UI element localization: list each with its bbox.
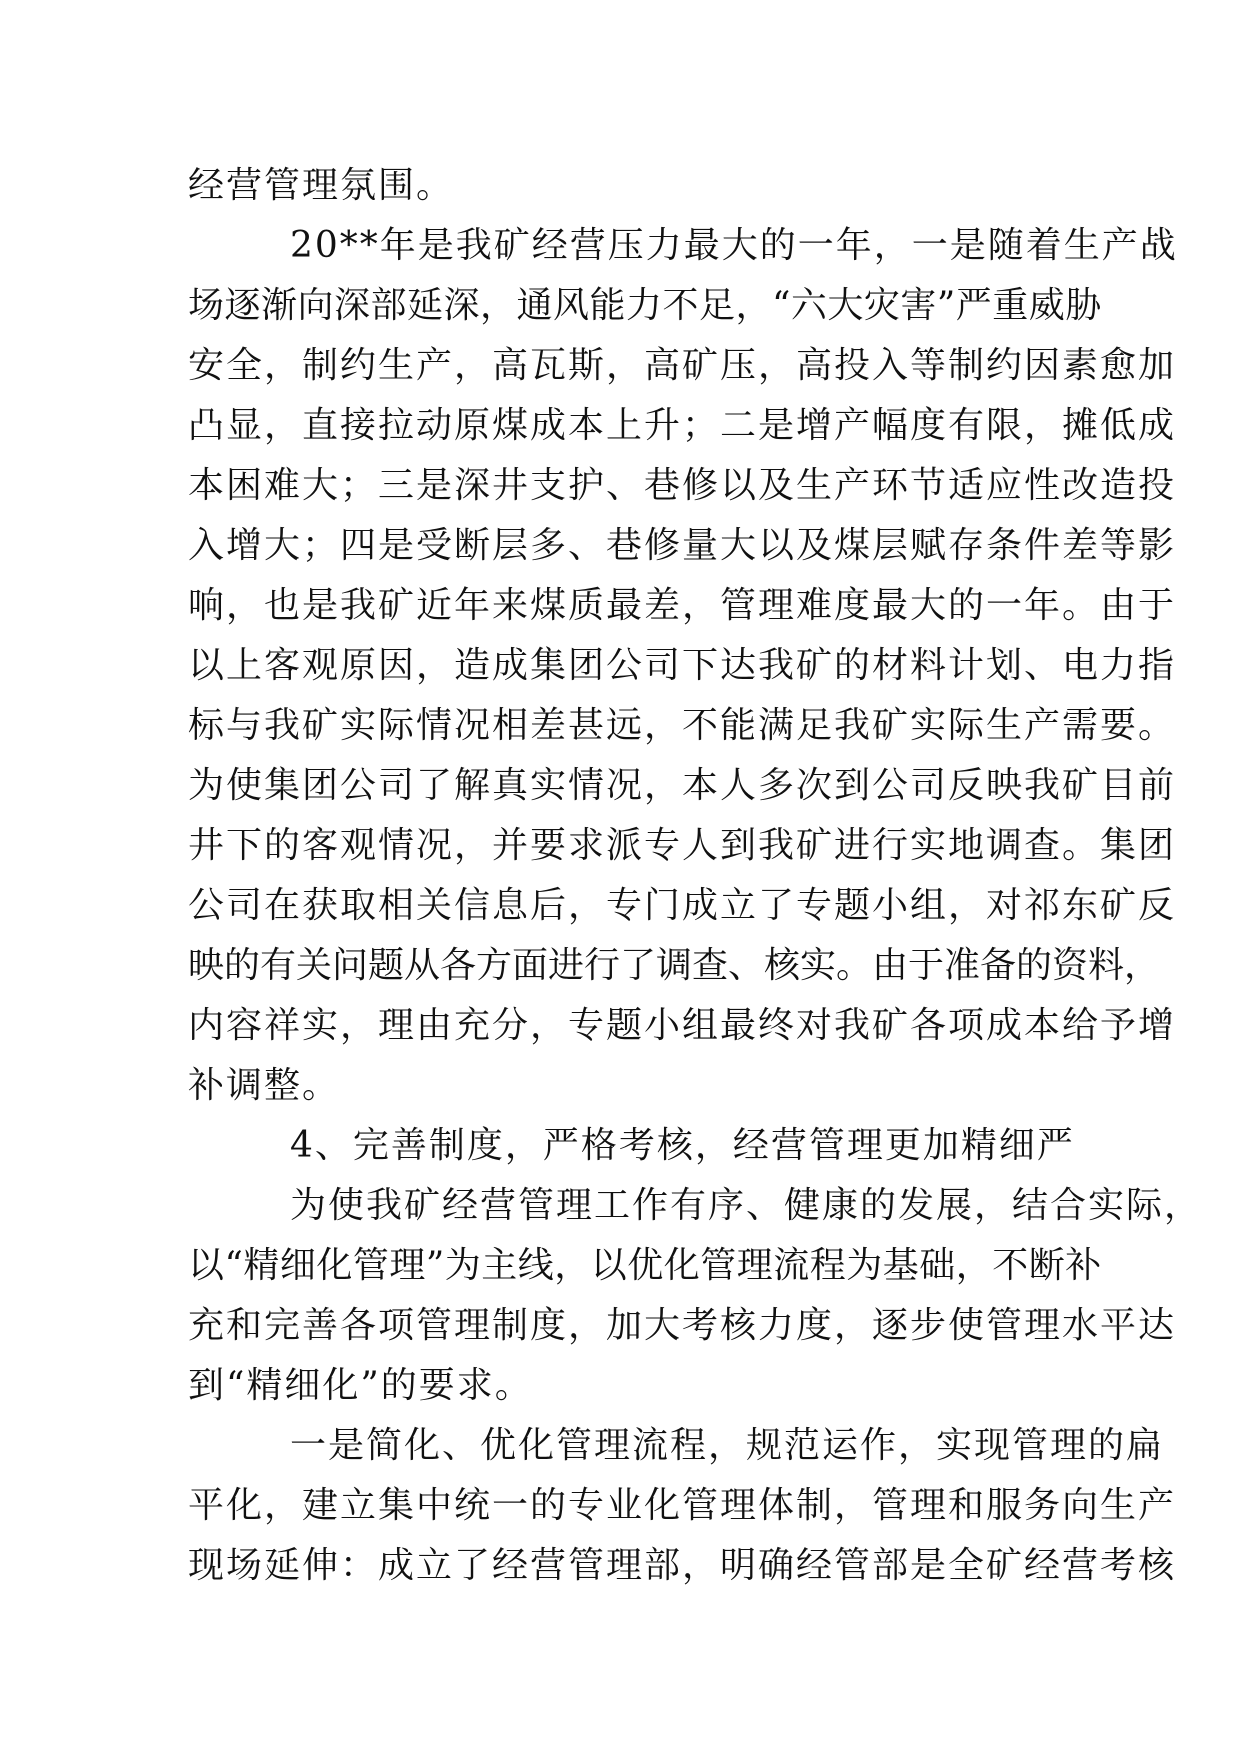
text-line: 标与我矿实际情况相差甚远，不能满足我矿实际生产需要。 [188,705,1177,746]
text-line: 入增大；四是受断层多、巷修量大以及煤层赋存条件差等影 [188,525,1177,566]
text-line: 本困难大；三是深井支护、巷修以及生产环节适应性改造投 [188,465,1177,506]
text-line: 映的有关问题从各方面进行了调查、核实。由于准备的资料， [188,945,1161,986]
text-line: 内容祥实，理由充分，专题小组最终对我矿各项成本给予增 [188,1005,1177,1046]
text-line: 以上客观原因，造成集团公司下达我矿的材料计划、电力指 [188,645,1177,686]
text-line: 现场延伸：成立了经营管理部，明确经管部是全矿经营考核 [188,1545,1177,1586]
paragraph-start-line: 一是简化、优化管理流程，规范运作，实现管理的扁 [290,1425,1165,1466]
text-line: 以“精细化管理”为主线，以优化管理流程为基础，不断补 [188,1245,1102,1286]
body-text [188,156,1203,1596]
text-line: 充和完善各项管理制度，加大考核力度，逐步使管理水平达 [188,1305,1177,1346]
paragraph-start-line: 20**年是我矿经营压力最大的一年，一是随着生产战 [290,225,1178,266]
text-line: 补调整。 [188,1065,341,1106]
text-line: 经营管理氛围。 [188,165,455,206]
paragraph-start-line: 为使我矿经营管理工作有序、健康的发展，结合实际， [290,1185,1203,1226]
text-line: 场逐渐向深部延深，通风能力不足，“六大灾害”严重威胁 [188,285,1102,326]
text-line: 凸显，直接拉动原煤成本上升；二是增产幅度有限，摊低成 [188,405,1177,446]
text-line: 到“精细化”的要求。 [188,1365,533,1406]
text-line: 平化，建立集中统一的专业化管理体制，管理和服务向生产 [188,1485,1177,1526]
text-line: 为使集团公司了解真实情况，本人多次到公司反映我矿目前 [188,765,1177,806]
text-line: 公司在获取相关信息后，专门成立了专题小组，对祁东矿反 [188,885,1177,926]
text-line: 安全，制约生产，高瓦斯，高矿压，高投入等制约因素愈加 [188,345,1177,386]
section-heading: 4、完善制度，严格考核，经营管理更加精细严 [290,1125,1075,1166]
text-line: 响，也是我矿近年来煤质最差，管理难度最大的一年。由于 [188,585,1177,626]
text-line: 井下的客观情况，并要求派专人到我矿进行实地调查。集团 [188,825,1177,866]
